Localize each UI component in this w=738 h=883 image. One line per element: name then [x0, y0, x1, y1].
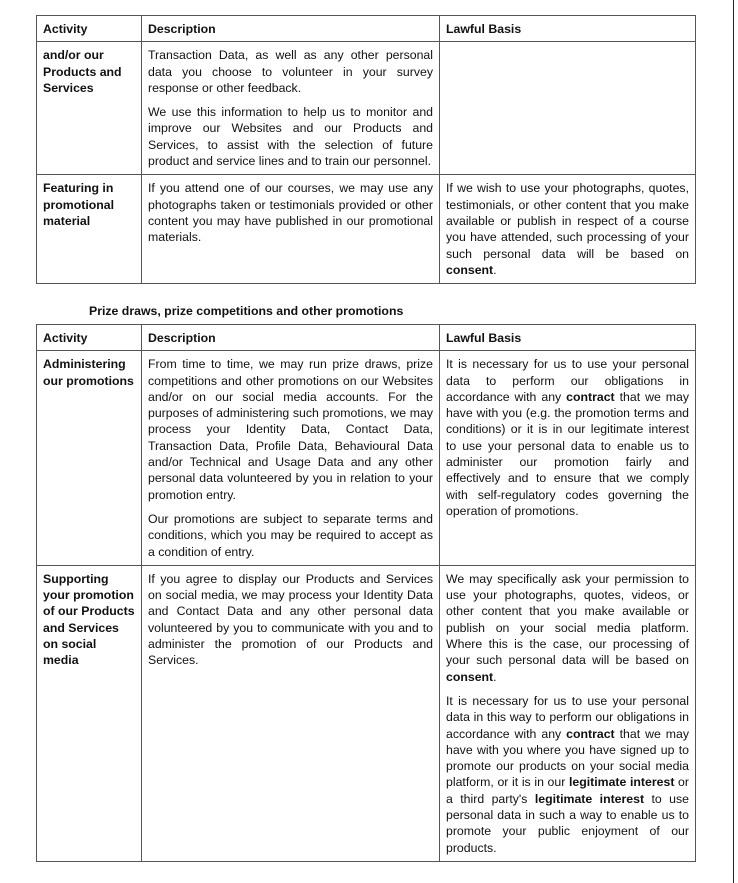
- basis-bold-term: contract: [566, 389, 615, 404]
- basis-text: We may specifically ask your permission to use your photographs, quotes, videos, or other content that you make available or publish on your social media platform. Where this is the case, our processing of your such personal data will be based on: [446, 571, 689, 668]
- table-row: [37, 565, 696, 861]
- basis-bold-term: legitimate interest: [534, 791, 645, 806]
- table-promotions: [36, 324, 696, 862]
- lawful-basis-cell: [440, 175, 696, 284]
- activity-cell: Featuring in promotional material: [37, 175, 142, 284]
- basis-bold-term: contract: [566, 726, 615, 741]
- basis-text: If we wish to use your photographs, quotes, testimonials, or other content that you make available or publish in respect of a course you have attended, such processing of your such personal data will be based on: [446, 181, 689, 261]
- basis-text: that we may have with you where you have signed up to promote our products on your social media platform, or it is in our: [446, 726, 689, 790]
- table-research-feedback: [36, 15, 696, 284]
- basis-text: that we may have with you (e.g. the promotion terms and conditions) or it is in our legitimate interest to use your personal data to enable us to administer our promotion fairly and effectively and to ensure that we comply with self-regulatory codes governing the operation of promotions.: [446, 389, 689, 518]
- table-row: [37, 351, 696, 566]
- lawful-basis-cell: [440, 42, 696, 175]
- description-cell: [142, 565, 440, 861]
- basis-text: to use personal data in such a way to enable us to promote your public enjoyment of our products.: [446, 791, 690, 855]
- activity-cell: Supporting your promotion of our Products and Services on social media: [37, 565, 142, 861]
- page-edge-line: [733, 0, 734, 883]
- description-cell: [142, 351, 440, 566]
- description-paragraph: We use this information to help us to monitor and improve our Websites and our Products and Services, to assist with the selection of future product and service lines and to train our personnel.: [148, 105, 433, 169]
- header-lawful-basis: Lawful Basis: [440, 325, 696, 351]
- table-row: [37, 175, 696, 284]
- basis-bold-term: consent: [446, 262, 494, 277]
- activity-cell: and/or our Products and Services: [37, 42, 142, 175]
- header-description: Description: [142, 16, 440, 42]
- table-row: [37, 42, 696, 175]
- basis-bold-term: legitimate interest: [568, 775, 675, 790]
- basis-bold-term: consent: [446, 669, 494, 684]
- lawful-basis-cell: [440, 565, 696, 861]
- header-description: Description: [142, 325, 440, 351]
- header-activity: Activity: [37, 325, 142, 351]
- basis-text: It is necessary for us to use your personal data to perform our obligations in accordance with any: [446, 357, 689, 404]
- description-paragraph: Our promotions are subject to separate terms and conditions, which you may be required to accept as a condition of entry.: [148, 511, 433, 559]
- basis-paragraph: [446, 356, 689, 519]
- basis-text: or a third party's: [446, 775, 689, 806]
- description-paragraph: If you agree to display our Products and Services on social media, we may process your Identity Data and Contact Data and any other personal data volunteered by you to communicate with you and to administer the promotion of our Products and Services.: [148, 571, 433, 668]
- description-cell: [142, 175, 440, 284]
- description-paragraph: If you attend one of our courses, we may use any photographs taken or testimonials provided or other content you may have published in our promotional materials.: [148, 181, 433, 245]
- basis-paragraph: [446, 693, 689, 856]
- header-lawful-basis: Lawful Basis: [440, 16, 696, 42]
- table-header-row: [37, 325, 696, 351]
- activity-cell: Administering our promotions: [37, 351, 142, 566]
- lawful-basis-cell: [440, 351, 696, 566]
- section-title: Prize draws, prize competitions and other promotions: [89, 304, 404, 318]
- basis-text: .: [493, 669, 497, 684]
- description-paragraph: Transaction Data, as well as any other personal data you choose to volunteer in your survey response or other feedback.: [148, 48, 433, 95]
- header-activity: Activity: [37, 16, 142, 42]
- basis-text: .: [493, 262, 497, 277]
- description-paragraph: From time to time, we may run prize draws, prize competitions and other promotions on our Websites and/or on our social media accounts. For the purposes of administering such promotions, we may process your Identity Data, Contact Data, Transaction Data, Profile Data, Behavioural Data and/or Technical and Usage Data and any other personal data volunteered by you in relation to your promotion entry.: [148, 357, 433, 502]
- basis-text: It is necessary for us to use your personal data in this way to perform our obligations in accordance with any: [446, 693, 689, 741]
- basis-paragraph: [446, 571, 689, 685]
- basis-paragraph: [446, 180, 689, 278]
- description-cell: [142, 42, 440, 175]
- table-header-row: [37, 16, 696, 42]
